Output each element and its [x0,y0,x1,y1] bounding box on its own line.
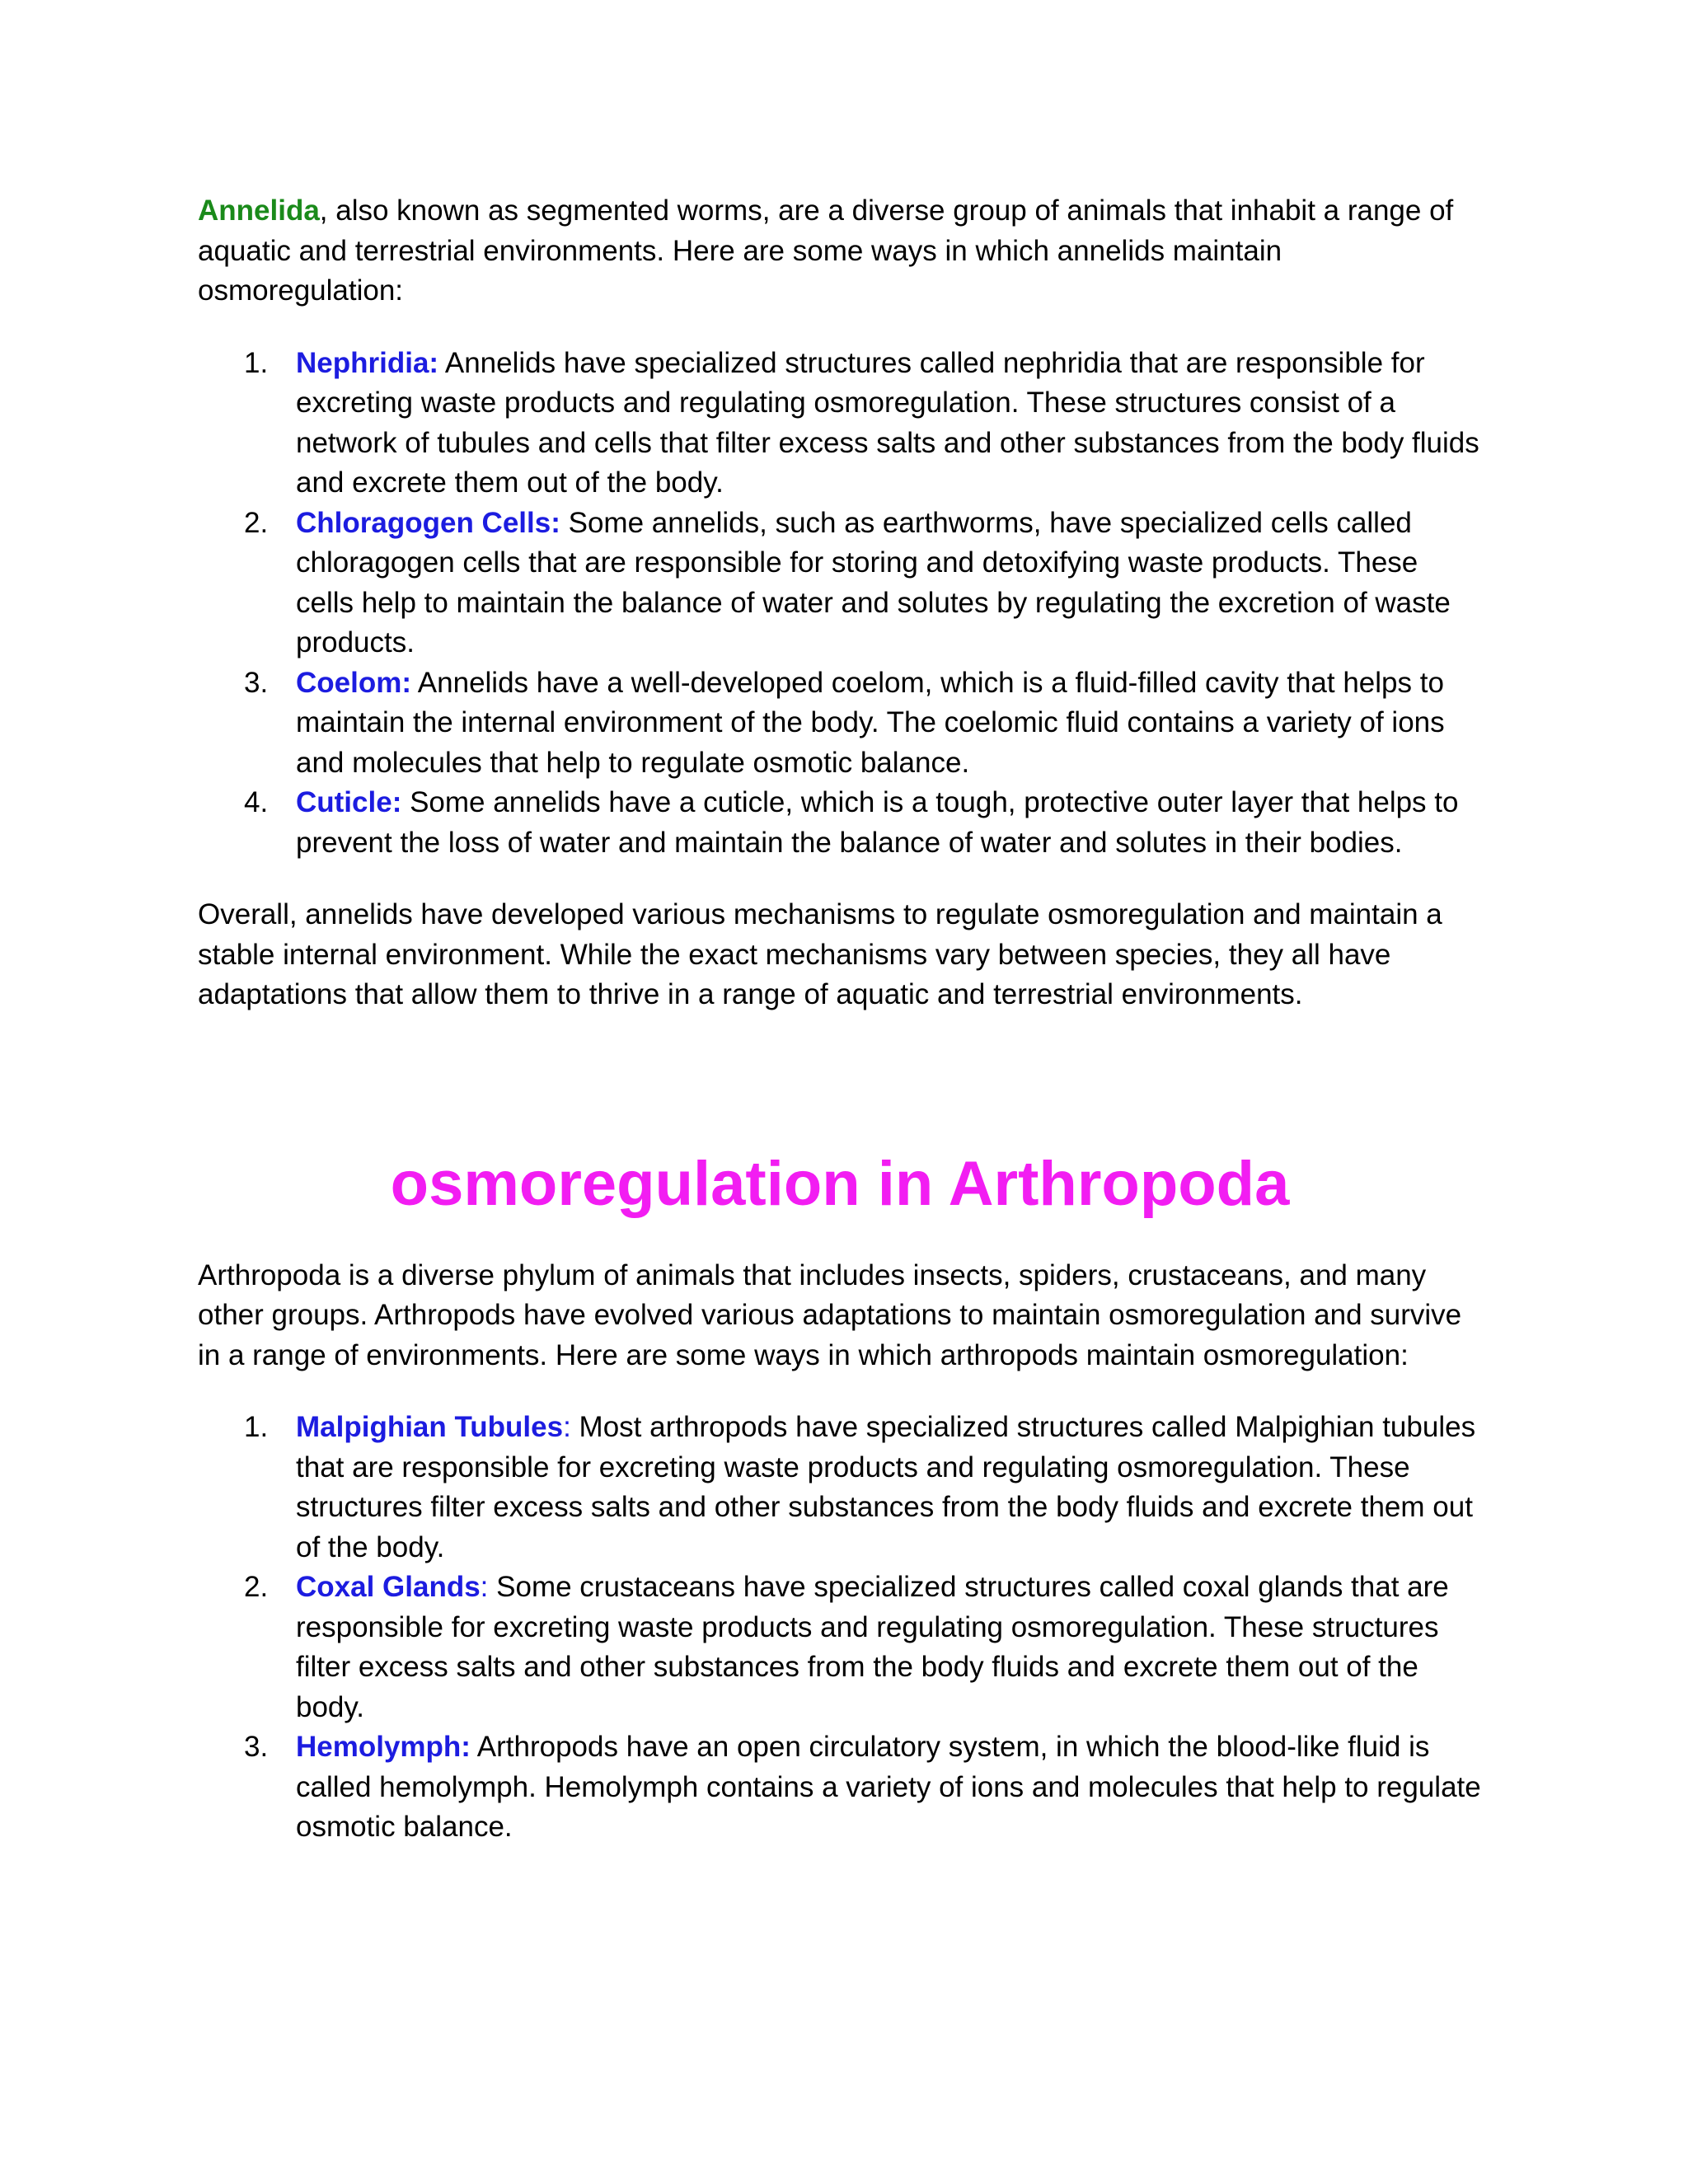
list-item [198,1408,1482,1568]
annelida-list [198,344,1482,864]
list-number: 3. [244,666,269,699]
annelida-intro-paragraph [198,191,1482,312]
list-number: 3. [244,1731,269,1763]
list-term-colon: : [480,1571,489,1603]
list-term: Coxal Glands [296,1571,481,1603]
list-term: Chloragogen Cells: [296,506,560,539]
list-item [198,1568,1482,1727]
list-term-colon: : [563,1411,571,1443]
arthropoda-intro-paragraph: Arthropoda is a diverse phylum of animals that includes insects, spiders, crustaceans, and many other groups. Arthropods have evolved various adaptations to maintain osmoregulation and survive in a range of environments. Here are some ways in which arthropods maintain osmoregulation: [198,1258,1462,1371]
arthropoda-list [198,1408,1482,1848]
list-item [198,344,1482,504]
list-number: 2. [244,506,269,539]
list-text: Most arthropods have specialized structures called Malpighian tubules that are responsible for excreting waste products and regulating osmoregulation. These structures filter excess salts and other substances from the body fluids and excrete them out of the body. [296,1411,1476,1563]
list-number: 2. [244,1571,269,1603]
list-number: 4. [244,786,269,818]
list-text: Arthropods have an open circulatory system, in which the blood-like fluid is called hemolymph. Hemolymph contains a variety of ions and molecules that help to regulate osmotic balance. [296,1731,1481,1843]
list-text: Annelids have a well-developed coelom, which is a fluid-filled cavity that helps to maintain the internal environment of the body. The coelomic fluid contains a variety of ions and molecules that help to regulate osmotic balance. [296,666,1445,779]
list-number: 1. [244,1411,269,1443]
list-term: Cuticle: [296,786,402,818]
list-item [198,663,1482,784]
annelida-term: Annelida [198,194,320,227]
list-text: Some annelids, such as earthworms, have specialized cells called chloragogen cells that are responsible for storing and detoxifying waste products. These cells help to maintain the balance of water and solutes by regulating the excretion of waste products. [296,506,1451,658]
list-item [198,1727,1482,1848]
arthropoda-section-title: osmoregulation in Arthropoda [390,1148,1290,1219]
annelida-intro-text: , also known as segmented worms, are a diverse group of animals that inhabit a range of aquatic and terrestrial environments. Here are some ways in which annelids maintain osmoregulation: [198,194,1454,307]
list-text: Annelids have specialized structures called nephridia that are responsible for excreting waste products and regulating osmoregulation. These structures consist of a network of tubules and cells that filter excess salts and other substances from the body fluids and excrete them out of the body. [296,346,1479,499]
list-term: Hemolymph: [296,1731,471,1763]
list-term: Coelom: [296,666,411,699]
list-number: 1. [244,346,269,379]
annelida-conclusion-paragraph: Overall, annelids have developed various mechanisms to regulate osmoregulation and maintain a stable internal environment. While the exact mechanisms vary between species, they all have adaptations that allow them to thrive in a range of aquatic and terrestrial environments. [198,898,1442,1010]
list-item [198,504,1482,663]
list-text: Some crustaceans have specialized structures called coxal glands that are responsible for excreting waste products and regulating osmoregulation. These structures filter excess salts and other substances from the body fluids and excrete them out of the body. [296,1571,1449,1723]
list-term: Nephridia: [296,346,439,379]
list-term: Malpighian Tubules [296,1411,564,1443]
list-item [198,783,1482,863]
list-text: Some annelids have a cuticle, which is a tough, protective outer layer that helps to prevent the loss of water and maintain the balance of water and solutes in their bodies. [296,786,1459,859]
